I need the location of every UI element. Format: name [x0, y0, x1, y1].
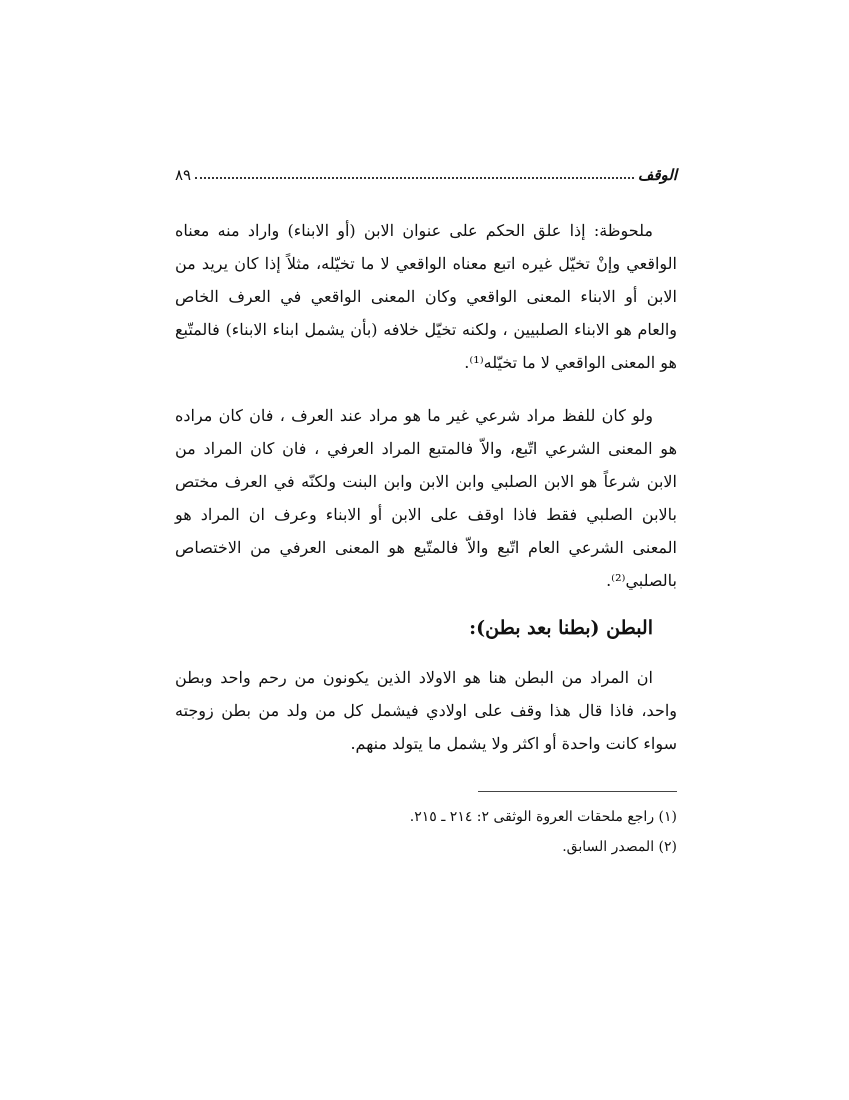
- body-text: [175, 214, 677, 780]
- footnote-2: (٢) المصدر السابق.: [562, 839, 677, 855]
- footnote-1: (١) راجع ملحقات العروة الوثقى ٢: ٢١٤ ـ ٢١٥.: [409, 809, 677, 825]
- paragraph-legal-meaning: ولو كان للفظ مراد شرعي غير ما هو مراد عند العرف ، فان كان مراده هو المعنى الشرعي اتّبع، والاّ فالمتبع المراد العرفي ، فان كان المراد من الابن شرعاً هو الابن الصلبي وابن الابن وابن البنت ولكنّه في العرف مختص بالابن الصلبي فقط فاذا اوقف على الابن أو الابناء وعرف ان المراد هو المعنى الشرعي العام اتّبع والاّ فالمتّبع هو المعنى العرفي من الاختصاص بالصلبي⁽²⁾.: [175, 406, 678, 590]
- footnotes: [175, 806, 677, 866]
- running-title: الوقف: [637, 166, 677, 184]
- footnote-divider: [478, 791, 677, 792]
- page-header: [175, 158, 677, 184]
- paragraph-batn: ان المراد من البطن هنا هو الاولاد الذين يكونون من رحم واحد وبطن واحد، فاذا قال هذا وقف على اولادي فيشمل كل من ولد من بطن زوجته سواء كانت واحدة أو اكثر ولا يشمل ما يتولد منهم.: [175, 668, 677, 753]
- section-heading: البطن (بطنا بعد بطن):: [469, 617, 653, 639]
- paragraph-note: ملحوظة: إذا علق الحكم على عنوان الابن (أو الابناء) واراد منه معناه الواقعي وإنْ تخيّل غيره اتبع معناه الواقعي لا ما تخيّله، مثلاً إذا كان يريد من الابن أو الابناء المعنى الواقعي وكان المعنى الواقعي في العرف الخاص والعام هو الابناء الصلبيين ، ولكنه تخيّل خلافه (بأن يشمل ابناء الابناء) فالمتّبع هو المعنى الواقعي لا ما تخيّله⁽¹⁾.: [175, 221, 677, 372]
- page-number: ٨٩: [175, 166, 192, 184]
- dotted-leader: [195, 177, 634, 179]
